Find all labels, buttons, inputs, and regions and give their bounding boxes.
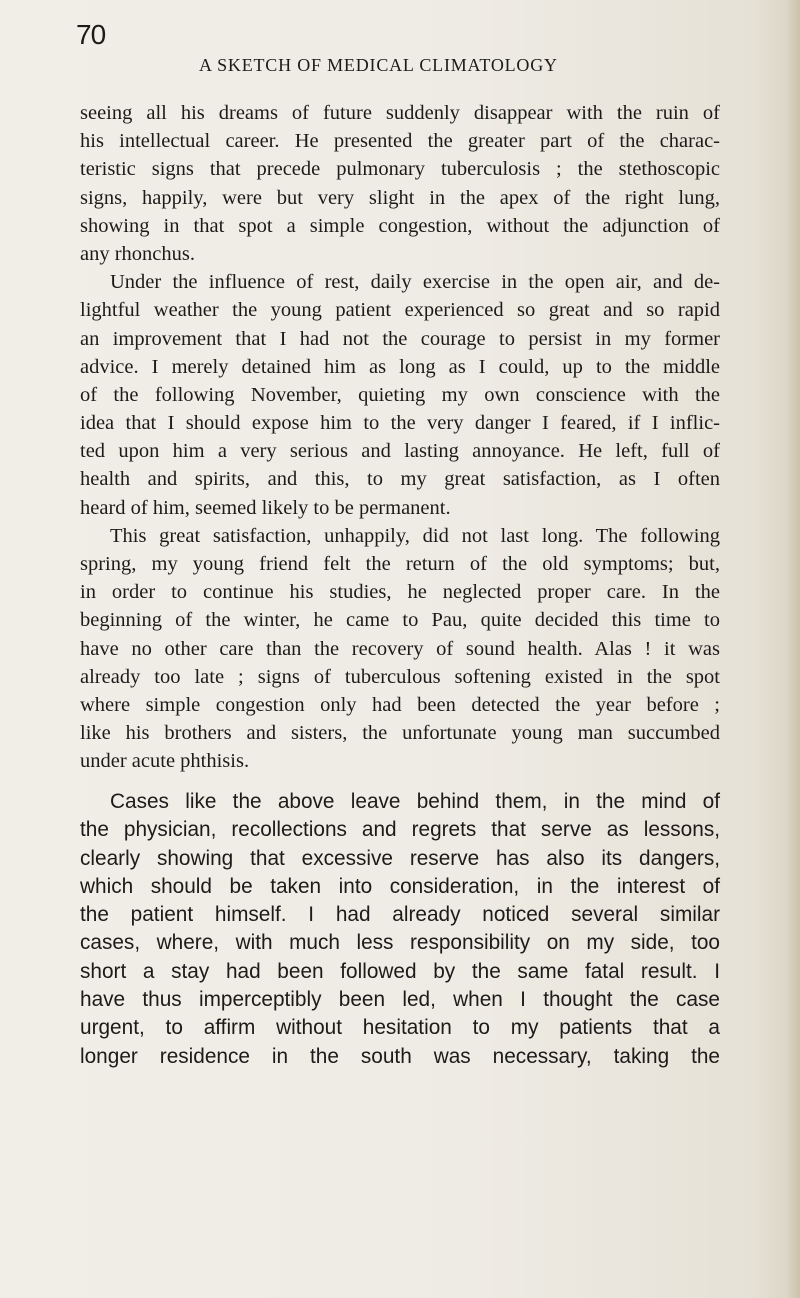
- paragraph-continued: [80, 99, 720, 268]
- text-line: ted upon him a very serious and lasting annoyance. He left, full of: [80, 440, 720, 463]
- page-header: [76, 19, 716, 75]
- text-line: have thus imperceptibly been led, when I thought the case: [80, 988, 720, 1012]
- text-line: of the following November, quieting my own conscience with the: [80, 383, 720, 406]
- text-line: already too late ; signs of tuberculous softening existed in the spot: [80, 665, 720, 688]
- text-line: which should be taken into consideration, in the interest of: [80, 874, 720, 898]
- text-line: Cases like the above leave behind them, in the mind of: [110, 790, 720, 813]
- paragraph-lessons: [80, 788, 720, 1071]
- text-line: lightful weather the young patient experienced so great and so rapid: [80, 299, 720, 322]
- text-line: clearly showing that excessive reserve has also its dangers,: [80, 846, 720, 870]
- page-edge-shadow: [786, 0, 800, 1298]
- text-line: advice. I merely detained him as long as I could, up to the middle: [80, 355, 720, 378]
- text-line: longer residence in the south was necessary, taking the: [80, 1044, 720, 1068]
- text-line: any rhonchus.: [80, 242, 196, 265]
- text-line: This great satisfaction, unhappily, did not last long. The following: [110, 524, 720, 547]
- text-line: have no other care than the recovery of sound health. Alas ! it was: [80, 637, 720, 660]
- paragraph-improvement: [80, 268, 720, 522]
- text-line: idea that I should expose him to the very danger I feared, if I inflic-: [80, 412, 720, 435]
- text-line: Under the influence of rest, daily exercise in the open air, and de-: [110, 271, 720, 294]
- text-line: health and spirits, and this, to my great satisfaction, as I often: [80, 468, 720, 491]
- text-line: showing in that spot a simple congestion, without the adjunction of: [80, 214, 720, 237]
- text-line: cases, where, with much less responsibility on my side, too: [80, 931, 720, 955]
- text-line: his intellectual career. He presented the greater part of the charac-: [80, 130, 720, 153]
- text-line: signs, happily, were but very slight in the apex of the right lung,: [80, 186, 720, 209]
- text-line: spring, my young friend felt the return of the old symptoms; but,: [80, 553, 720, 575]
- text-line: seeing all his dreams of future suddenly disappear with the ruin of: [80, 102, 720, 124]
- text-line: short a stay had been followed by the same fatal result. I: [80, 959, 720, 983]
- text-line: urgent, to affirm without hesitation to my patients that a: [80, 1016, 720, 1040]
- body-text-original-type: [80, 99, 720, 776]
- text-line: beginning of the winter, he came to Pau, quite decided this time to: [80, 609, 720, 632]
- running-title: A SKETCH OF MEDICAL CLIMATOLOGY: [199, 55, 558, 75]
- text-line: where simple congestion only had been detected the year before ;: [80, 693, 720, 716]
- page-number: 70: [76, 19, 106, 50]
- text-line: heard of him, seemed likely to be permanent.: [80, 496, 451, 519]
- text-line: the patient himself. I had already noticed several similar: [80, 903, 720, 927]
- text-line: teristic signs that precede pulmonary tuberculosis ; the stethoscopic: [80, 158, 720, 181]
- text-line: in order to continue his studies, he neglected proper care. In the: [80, 581, 720, 604]
- text-line: the physician, recollections and regrets that serve as lessons,: [80, 818, 720, 842]
- text-line: under acute phthisis.: [80, 750, 250, 773]
- text-line: like his brothers and sisters, the unfortunate young man succumbed: [80, 722, 720, 745]
- text-line: an improvement that I had not the courage to persist in my former: [80, 327, 720, 350]
- body-text-new-type: [80, 788, 720, 1071]
- paragraph-relapse: [80, 522, 720, 776]
